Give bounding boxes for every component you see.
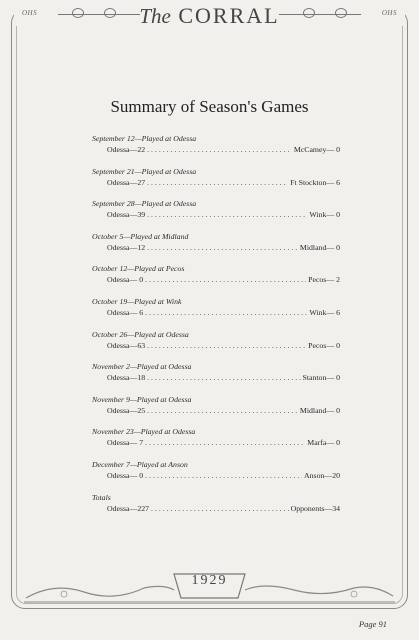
game-score-line (92, 242, 340, 254)
game-score-line (92, 340, 340, 352)
game-score-line (92, 470, 340, 482)
home-score: Odessa— 7 (107, 438, 144, 448)
dot-leader (147, 177, 288, 189)
game-score-line (92, 144, 340, 156)
games-list (92, 133, 340, 524)
dot-leader (147, 144, 292, 156)
totals-entry (92, 492, 340, 525)
home-score: Odessa—63 (107, 340, 146, 350)
dot-leader (147, 372, 300, 384)
game-entry (92, 166, 340, 199)
game-entry (92, 133, 340, 166)
game-date-place: November 23—Played at Odessa (92, 427, 196, 437)
game-date-place: October 26—Played at Odessa (92, 329, 189, 339)
opponent-score: McCamey— 0 (293, 145, 340, 154)
opponent-score: Pecos— 2 (308, 275, 340, 285)
game-date-place: September 21—Played at Odessa (92, 166, 197, 176)
game-entry (92, 231, 340, 264)
game-entry (92, 296, 340, 329)
game-date-place: October 5—Played at Midland (92, 231, 189, 241)
home-score: Odessa—22 (107, 145, 146, 154)
corner-mark-right: OHS (381, 9, 397, 17)
game-score-line (92, 209, 340, 221)
game-entry (92, 459, 340, 492)
game-entry (92, 426, 340, 459)
dot-leader (147, 405, 298, 417)
game-date-place: September 12—Played at Odessa (92, 134, 197, 143)
home-score: Odessa—25 (107, 405, 146, 415)
dot-leader (147, 209, 307, 221)
game-date-place: November 2—Played at Odessa (92, 362, 192, 372)
home-total: Odessa—227 (107, 503, 150, 513)
game-date-place: December 7—Played at Anson (92, 459, 188, 469)
game-score-line (92, 372, 340, 384)
home-score: Odessa—27 (107, 177, 146, 187)
game-entry (92, 361, 340, 394)
opponent-score: Wink— 0 (309, 210, 340, 220)
footer-year: 1929 (191, 573, 228, 588)
totals-label: Totals (92, 492, 111, 502)
opponent-score: Stanton— 0 (302, 373, 340, 383)
game-score-line (92, 405, 340, 417)
game-score-line (92, 437, 340, 449)
dot-leader (147, 340, 306, 352)
opponent-score: Wink— 6 (309, 307, 340, 317)
home-score: Odessa—18 (107, 373, 146, 383)
home-score: Odessa—39 (107, 210, 146, 220)
opponent-score: Anson—20 (304, 470, 340, 480)
game-date-place: September 28—Played at Odessa (92, 199, 197, 209)
masthead (0, 3, 419, 29)
game-score-line (92, 177, 340, 189)
opponent-score: Pecos— 0 (308, 340, 340, 350)
masthead-prefix: The (139, 4, 171, 28)
home-score: Odessa— 6 (107, 307, 144, 317)
game-entry (92, 263, 340, 296)
dot-leader (145, 307, 307, 319)
game-score-line (92, 307, 340, 319)
dot-leader (147, 242, 298, 254)
game-date-place: November 9—Played at Odessa (92, 394, 192, 404)
opponent-total: Opponents—34 (290, 503, 340, 513)
page-number: Page 91 (358, 619, 387, 629)
corner-mark-left: OHS (22, 9, 38, 17)
dot-leader (145, 437, 305, 449)
game-entry (92, 198, 340, 231)
opponent-score: Ft Stockton— 6 (290, 177, 340, 187)
dot-leader (151, 503, 289, 515)
masthead-name: CORRAL (178, 3, 280, 28)
game-date-place: October 19—Played at Wink (92, 296, 182, 306)
home-score: Odessa— 0 (107, 470, 144, 480)
opponent-score: Marfa— 0 (307, 438, 340, 448)
dot-leader (145, 470, 302, 482)
totals-score-line (92, 503, 340, 515)
game-entry (92, 329, 340, 362)
opponent-score: Midland— 0 (299, 242, 340, 252)
opponent-score: Midland— 0 (299, 405, 340, 415)
game-date-place: October 12—Played at Pecos (92, 264, 185, 274)
page-title: Summary of Season's Games (110, 97, 309, 116)
home-score: Odessa—12 (107, 242, 146, 252)
game-entry (92, 394, 340, 427)
home-score: Odessa— 0 (107, 275, 144, 285)
dot-leader (145, 274, 306, 286)
game-score-line (92, 274, 340, 286)
